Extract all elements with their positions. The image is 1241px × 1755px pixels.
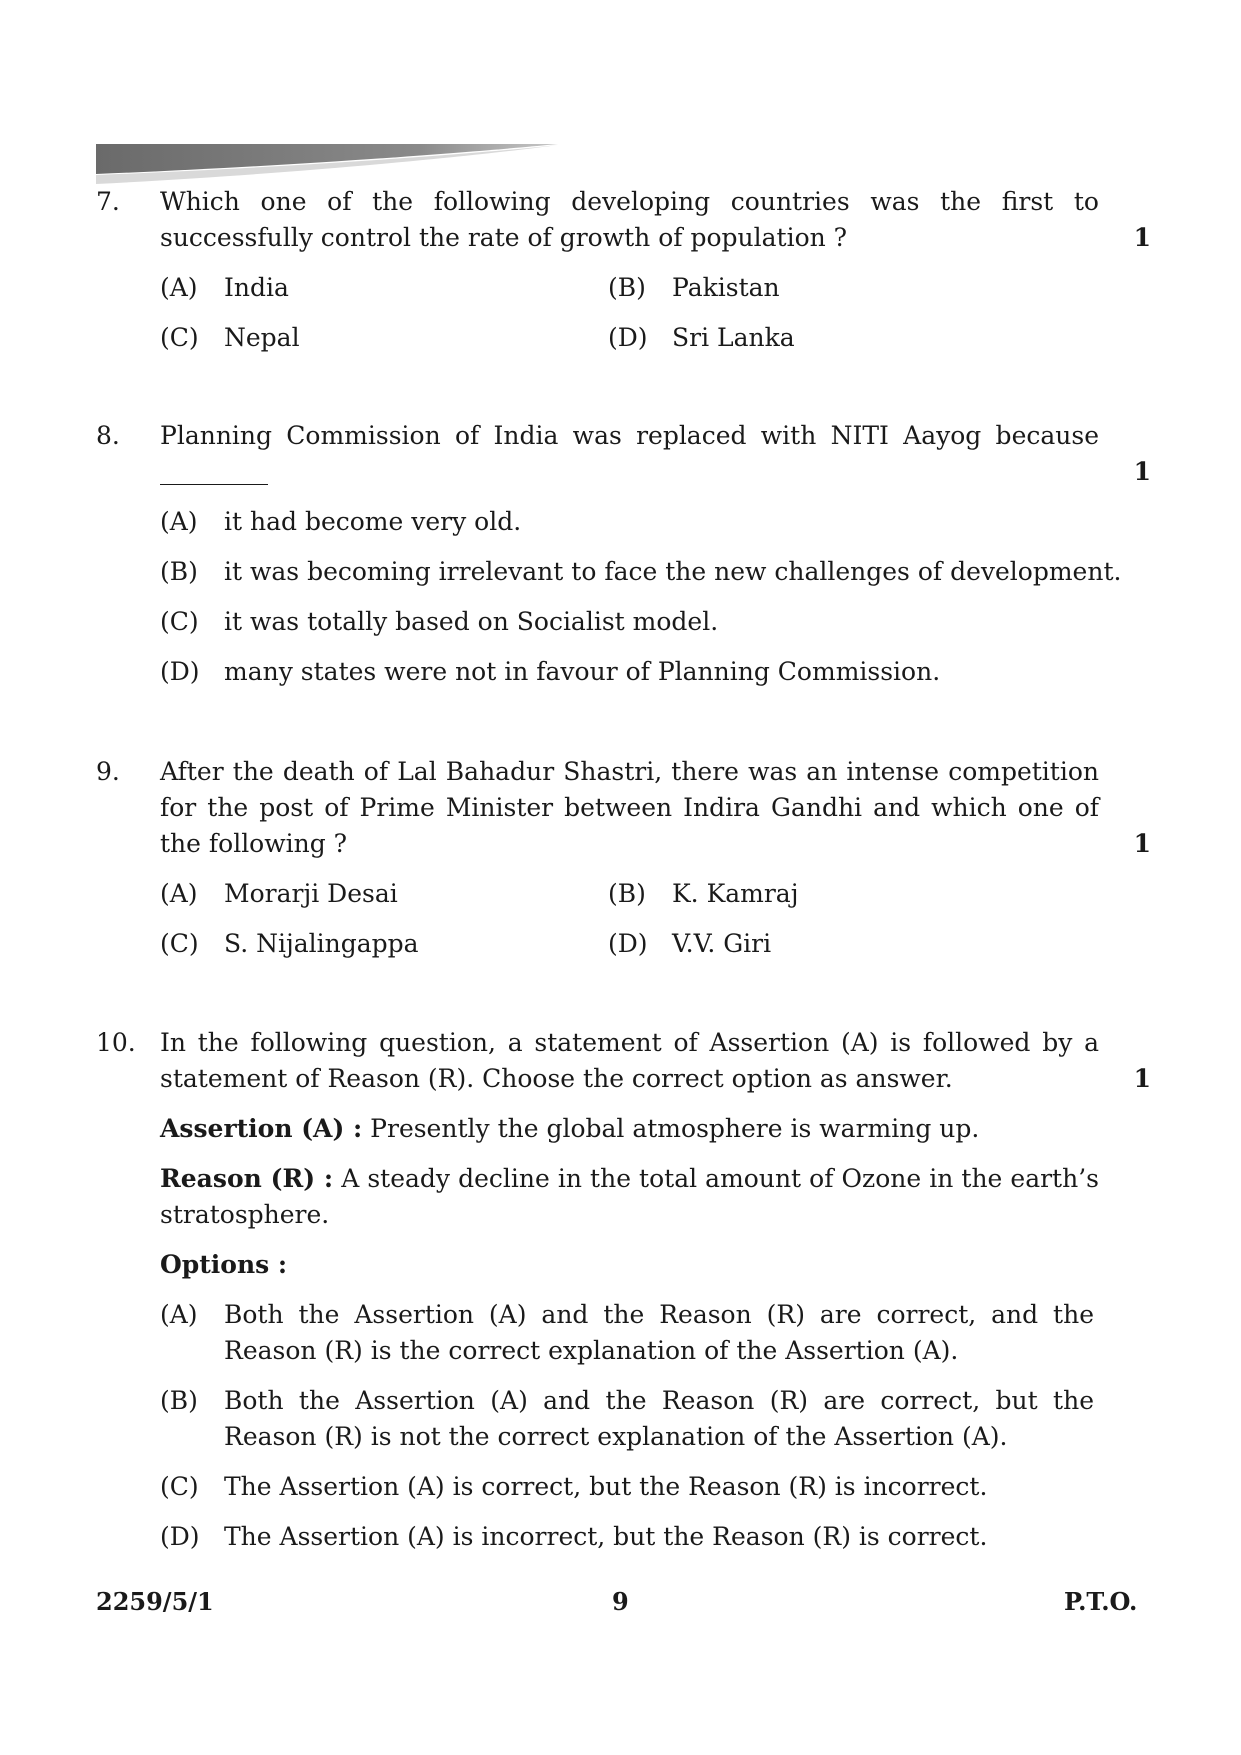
page-number: 9: [612, 1587, 629, 1616]
question-number: 8.: [96, 421, 120, 450]
question-number: 9.: [96, 757, 120, 786]
option-d: (D) many states were not in favour of Planning Commission.: [160, 657, 941, 686]
question-8: [96, 418, 1151, 690]
option-a: (A) Morarji Desai: [160, 879, 398, 908]
assertion-label: Assertion (A) :: [160, 1114, 363, 1143]
question-text: statement of Reason (R). Choose the correct option as answer.: [160, 1064, 953, 1093]
question-9: [96, 754, 1151, 962]
option-b: (B) Pakistan: [608, 273, 780, 302]
option-c: (C) S. Nijalingappa: [160, 929, 419, 958]
options-heading: Options :: [160, 1250, 288, 1279]
question-marks: 1: [1133, 1064, 1151, 1093]
reason-text: A steady decline in the total amount of Ozone in the earth’s stratosphere.: [160, 1164, 1099, 1229]
question-text: Which one of the following developing countries was the first to: [160, 187, 1099, 216]
assertion-text: Presently the global atmosphere is warming up.: [362, 1114, 980, 1143]
option-b: (B) K. Kamraj: [608, 879, 799, 908]
pto-label: P.T.O.: [1064, 1587, 1138, 1616]
header-decoration: [96, 144, 558, 184]
question-text: In the following question, a statement of Assertion (A) is followed by a: [160, 1028, 1099, 1057]
option-c: (C) The Assertion (A) is correct, but the Reason (R) is incorrect.: [160, 1472, 988, 1501]
question-number: 7.: [96, 187, 120, 216]
assertion: [160, 1111, 1099, 1147]
question-7: [96, 184, 1151, 356]
option-b: (B) it was becoming irrelevant to face the new challenges of development.: [160, 557, 1122, 586]
answer-blank: [160, 454, 268, 485]
question-text: successfully control the rate of growth of population ?: [160, 223, 848, 252]
reason: [160, 1161, 1099, 1233]
option-d: (D) The Assertion (A) is incorrect, but the Reason (R) is correct.: [160, 1522, 988, 1551]
question-marks: 1: [1133, 829, 1151, 858]
option-d: (D) V.V. Giri: [608, 929, 772, 958]
option-c: (C) it was totally based on Socialist model.: [160, 607, 719, 636]
paper-code: 2259/5/1: [96, 1587, 214, 1616]
option-c: (C) Nepal: [160, 323, 300, 352]
question-10: [96, 1025, 1151, 1555]
options-list: [160, 876, 1151, 962]
question-text: the following ?: [160, 829, 348, 858]
question-marks: 1: [1133, 457, 1151, 486]
option-a: (A) India: [160, 273, 289, 302]
question-marks: 1: [1133, 223, 1151, 252]
option-a: (A) it had become very old.: [160, 507, 522, 536]
question-number: 10.: [96, 1028, 136, 1057]
options-list: [160, 270, 1151, 356]
option-a: (A) Both the Assertion (A) and the Reason (R) are correct, and the Reason (R) is the correct explanation of the Assertion (A).: [160, 1300, 1094, 1365]
options-list: [160, 504, 1151, 690]
option-d: (D) Sri Lanka: [608, 323, 795, 352]
question-text: for the post of Prime Minister between Indira Gandhi and which one of: [160, 793, 1099, 822]
options-list: [160, 1297, 1151, 1555]
question-text: Planning Commission of India was replaced with NITI Aayog because: [160, 421, 1099, 450]
option-b: (B) Both the Assertion (A) and the Reason (R) are correct, but the Reason (R) is not the correct explanation of the Assertion (A).: [160, 1386, 1094, 1451]
reason-label: Reason (R) :: [160, 1164, 334, 1193]
question-text: After the death of Lal Bahadur Shastri, there was an intense competition: [160, 757, 1099, 786]
